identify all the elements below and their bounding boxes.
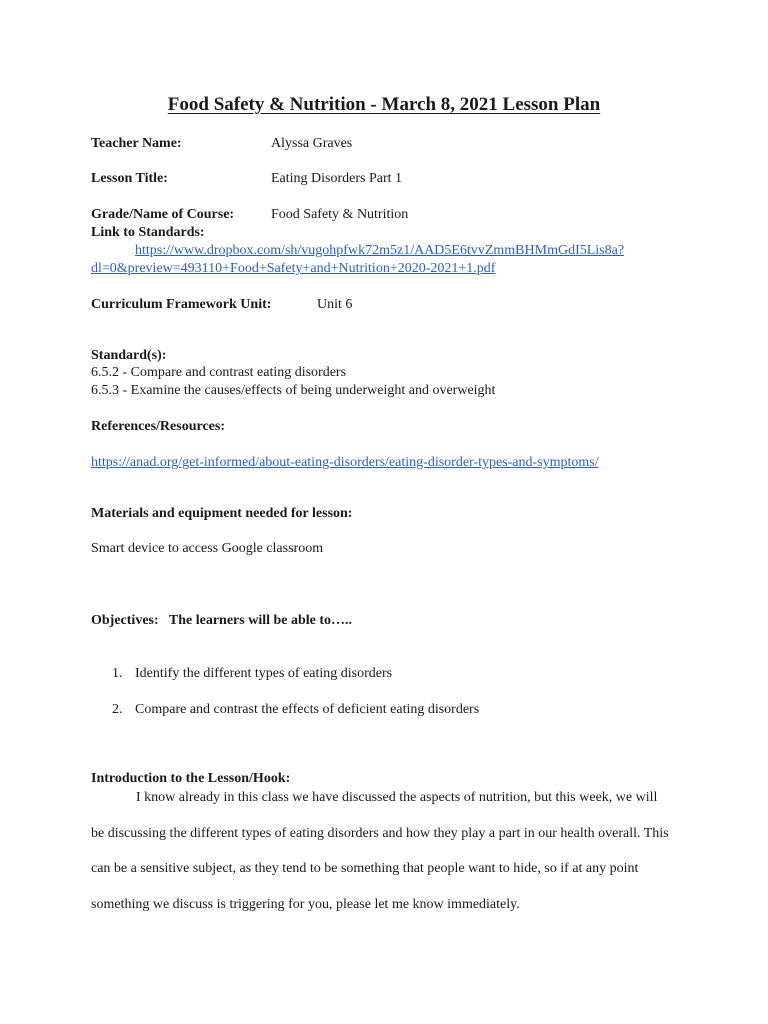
- framework-value: Unit 6: [317, 297, 353, 312]
- lesson-title-label: Lesson Title:: [91, 171, 168, 186]
- teacher-name-label: Teacher Name:: [91, 136, 182, 151]
- standards-link-label: Link to Standards:: [91, 225, 205, 240]
- document-title: Food Safety & Nutrition - March 8, 2021 Lesson Plan: [167, 94, 601, 115]
- objective-number: 2.: [112, 702, 123, 717]
- standards-link-line1[interactable]: https://www.dropbox.com/sh/vugohpfwk72m5z1/AAD5E6tvvZmmBHMmGdI5Lis8a?: [135, 243, 625, 258]
- objective-text: Compare and contrast the effects of deficient eating disorders: [135, 702, 480, 717]
- objectives-heading: Objectives: The learners will be able to…..: [91, 613, 353, 628]
- standard-item: 6.5.2 - Compare and contrast eating disorders: [91, 365, 347, 380]
- teacher-name-value: Alyssa Graves: [271, 136, 353, 151]
- references-heading: References/Resources:: [91, 419, 225, 434]
- objective-text: Identify the different types of eating disorders: [135, 666, 393, 681]
- standards-link-line2[interactable]: dl=0&preview=493110+Food+Safety+and+Nutrition+2020-2021+1.pdf: [91, 261, 496, 276]
- standards-heading: Standard(s):: [91, 348, 167, 363]
- intro-paragraph: I know already in this class we have discussed the aspects of nutrition, but this week, we will be discussing the different types of eating disorders and how they play a part in our health overall. This can be a sensitive subject, as they tend to be something that people want to hide, so if at any point something we discuss is triggering for you, please let me know immediately.: [91, 790, 669, 912]
- references-link[interactable]: https://anad.org/get-informed/about-eating-disorders/eating-disorder-types-and-symptoms/: [91, 455, 599, 470]
- materials-text: Smart device to access Google classroom: [91, 541, 324, 556]
- course-label: Grade/Name of Course:: [91, 207, 235, 222]
- standard-item: 6.5.3 - Examine the causes/effects of being underweight and overweight: [91, 383, 496, 398]
- course-value: Food Safety & Nutrition: [271, 207, 409, 222]
- objective-number: 1.: [112, 666, 123, 681]
- intro-heading: Introduction to the Lesson/Hook:: [91, 771, 291, 786]
- lesson-title-value: Eating Disorders Part 1: [271, 171, 403, 186]
- materials-heading: Materials and equipment needed for lesson:: [91, 506, 353, 521]
- framework-label: Curriculum Framework Unit:: [91, 297, 272, 312]
